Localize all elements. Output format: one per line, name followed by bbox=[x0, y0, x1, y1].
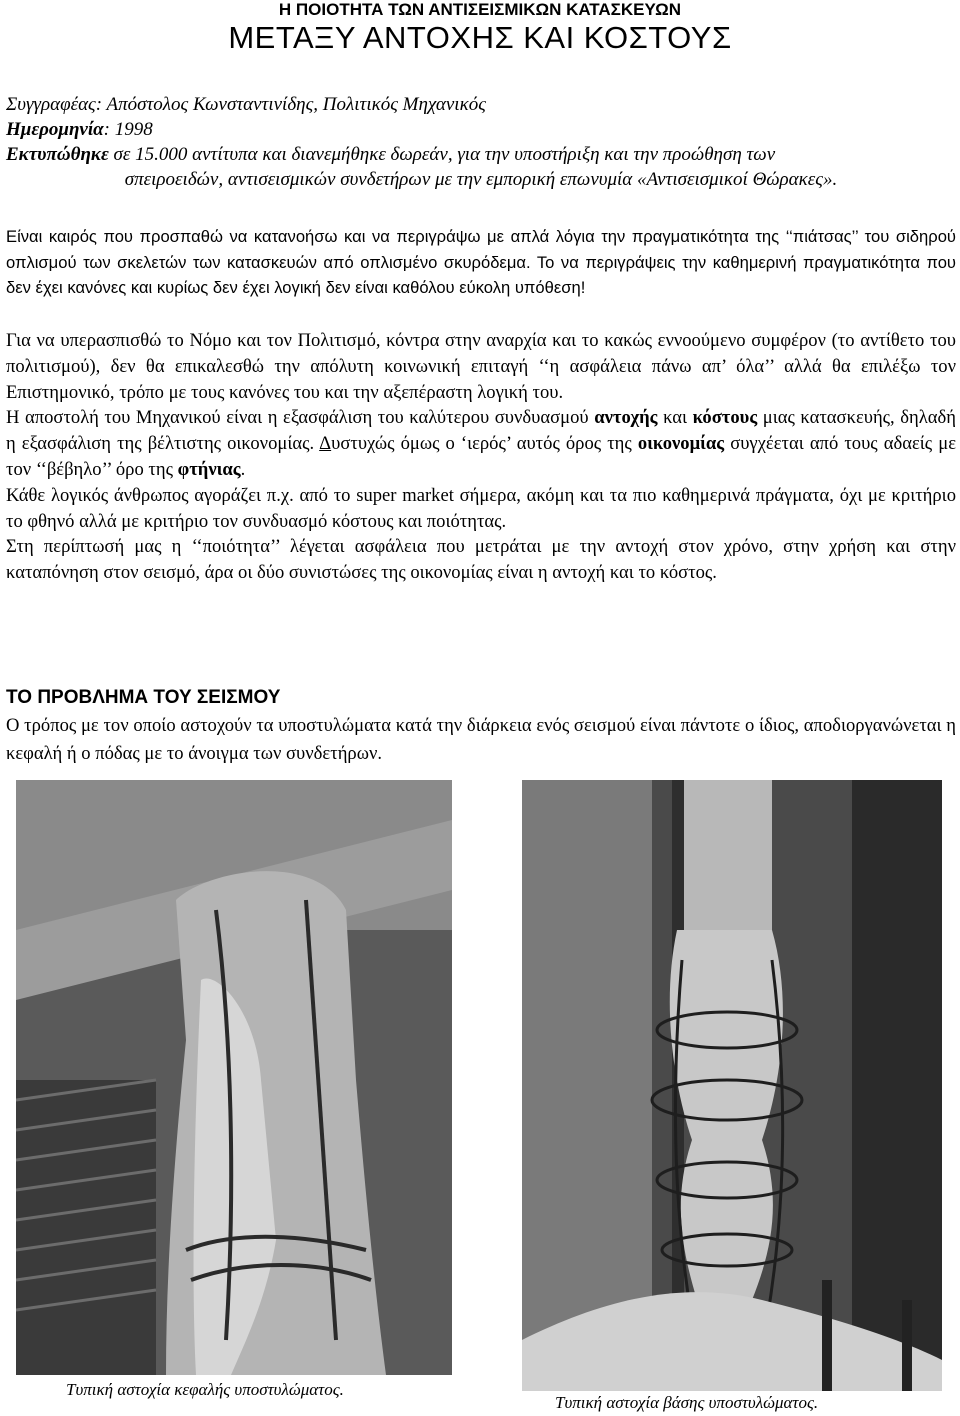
p2-bold-cheapness: φτήνιας bbox=[177, 458, 241, 480]
column-head-photo-illustration bbox=[16, 780, 452, 1375]
body-paragraph-3: Κάθε λογικός άνθρωπος αγοράζει π.χ. από το super market σήμερα, ακόμη και τα πιο καθημερινά πράγματα, όχι με κριτήριο το φθηνό αλλά με κριτήριο τον συνδυασμό κόστους και ποιότητας. bbox=[6, 484, 956, 532]
date-line bbox=[6, 117, 956, 142]
print-line bbox=[6, 142, 956, 167]
body-paragraph-2 bbox=[6, 405, 956, 482]
caption-right: Τυπική αστοχία βάσης υποστυλώματος. bbox=[555, 1393, 819, 1412]
section-paragraph: Ο τρόπος με τον οποίο αστοχούν τα υποστυλώματα κατά την διάρκεια ενός σεισμού είναι πάντοτε ο ίδιος, αποδιοργανώνεται η κεφαλή ή ο πόδας με το άνοιγμα των συνδετήρων. bbox=[6, 715, 956, 764]
body-text bbox=[6, 328, 956, 586]
p2-bold-economy: οικονομίας bbox=[637, 433, 725, 455]
document-title-line2: ΜΕΤΑΞΥ ΑΝΤΟΧΗΣ ΚΑΙ ΚΟΣΤΟΥΣ bbox=[228, 20, 732, 55]
p2-text-c: και bbox=[657, 407, 693, 429]
p2-bold-strength: αντοχής bbox=[594, 407, 658, 429]
intro-paragraph bbox=[6, 224, 956, 301]
p2-text-e: μιας κατασκευής, δηλαδή η εξασφάλιση της βέλτιστης οικονομίας. bbox=[6, 407, 956, 455]
author-line bbox=[6, 92, 956, 117]
document-metadata bbox=[6, 92, 956, 192]
document-title-line1: Η ΠΟΙΟΤΗΤΑ ΤΩΝ ΑΝΤΙΣΕΙΣΜΙΚΩΝ ΚΑΤΑΣΚΕΥΩΝ bbox=[278, 0, 682, 19]
print-label: Εκτυπώθηκε bbox=[6, 144, 109, 165]
caption-left: Τυπική αστοχία κεφαλής υποστυλώματος. bbox=[66, 1380, 344, 1399]
author-value: : Απόστολος Κωνσταντινίδης, Πολιτικός Μηχανικός bbox=[95, 94, 486, 115]
p2-bold-cost: κόστους bbox=[692, 407, 758, 429]
date-value: : 1998 bbox=[103, 119, 153, 140]
print-line-2: σπειροειδών, αντισεισμικών συνδετήρων με την εμπορική επωνυμία «Αντισεισμικοί Θώρακες». bbox=[124, 169, 838, 190]
p2-text-g: υστυχώς όμως ο ‘ιερός’ αυτός όρος της bbox=[331, 433, 638, 455]
column-head-failure-photo bbox=[16, 780, 452, 1375]
p2-text-a: Η αποστολή του Μηχανικού είναι η εξασφάλιση του καλύτερου συνδυασμού bbox=[6, 407, 595, 429]
p2-text-k: . bbox=[240, 458, 246, 480]
p2-text-i: συγχέεται από τους αδαείς με τον ‘‘βέβηλο’’ όρο της bbox=[6, 433, 957, 480]
section-heading: ΤΟ ΠΡΟΒΛΗΜΑ ΤΟΥ ΣΕΙΣΜΟΥ bbox=[6, 687, 281, 708]
intro-text: Είναι καιρός που προσπαθώ να κατανοήσω και να περιγράψω με απλά λόγια την πραγματικότητα της ‘‘πιάτσας’’ του σιδηρού οπλισμού των σκελετών των κατασκευών από οπλισμένο σκυρόδεμα. Το να περιγράψεις την καθημερινή πραγματικότητα που δεν έχει κανόνες και κυρίως δεν έχει λογική δεν είναι καθόλου εύκολη υπόθεση! bbox=[6, 227, 956, 298]
print-value: σε 15.000 αντίτυπα και διανεμήθηκε δωρεάν, για την υποστήριξη και την προώθηση των bbox=[108, 144, 776, 165]
column-base-photo-illustration bbox=[522, 780, 942, 1391]
body-paragraph-4: Στη περίπτωσή μας η ‘‘ποιότητα’’ λέγεται ασφάλεια που μετράται με την αντοχή στον χρόνο, στην χρήση και στην καταπόνηση στον σεισμό, άρα οι δύο συνιστώσες της οικονομίας είναι η αντοχή και το κόστος. bbox=[6, 536, 956, 584]
author-label: Συγγραφέας bbox=[6, 94, 96, 115]
column-base-failure-photo bbox=[522, 780, 942, 1391]
date-label: Ημερομηνία bbox=[6, 119, 104, 140]
body-paragraph-1: Για να υπερασπισθώ το Νόμο και τον Πολιτισμό, κόντρα στην αναρχία και το κακώς εννοούμενο συμφέρον (το αντίθετο του πολιτισμού), δεν θα επικαλεσθώ την απόλυτη κοινωνική επιταγή ‘‘η ασφάλεια πάνω απ’ όλα’’ αλλά θα επιλέξω τον Επιστημονικό, τρόπο με τους κανόνες του και την αξεπέραστη λογική του. bbox=[6, 330, 956, 403]
p2-underlined-letter: Δ bbox=[319, 433, 332, 455]
